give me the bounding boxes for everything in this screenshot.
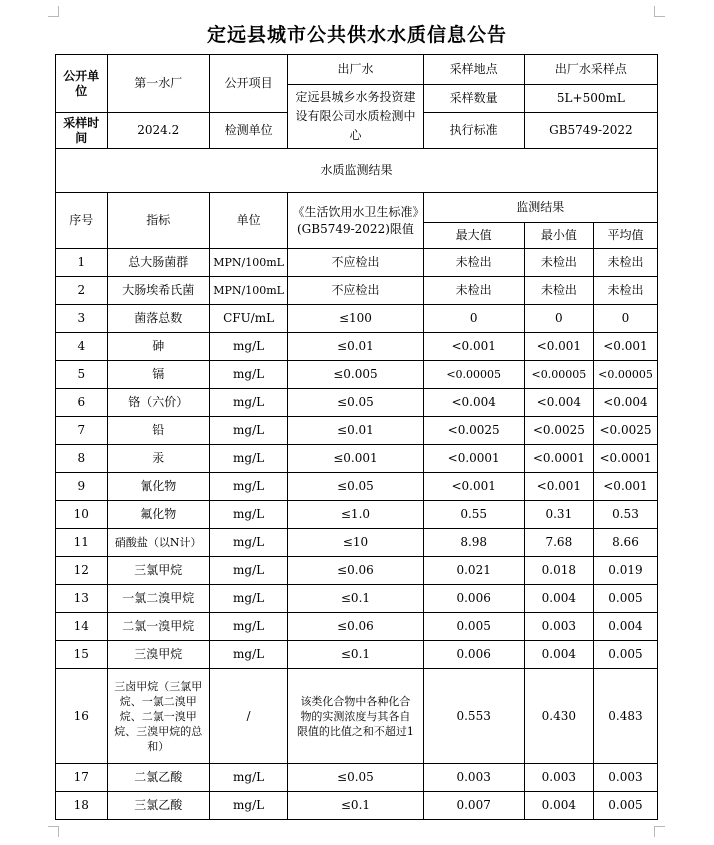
row-limit: ≤0.1 — [288, 792, 423, 820]
row-unit: mg/L — [209, 764, 287, 792]
section-title: 水质监测结果 — [56, 149, 658, 193]
row-no: 15 — [56, 641, 108, 669]
col-no-header: 序号 — [56, 193, 108, 249]
row-max: <0.004 — [423, 389, 524, 417]
table-row — [56, 277, 658, 305]
col-indicator-header: 指标 — [107, 193, 209, 249]
row-unit: / — [209, 669, 287, 764]
row-no: 6 — [56, 389, 108, 417]
row-no: 14 — [56, 613, 108, 641]
row-indicator: 硝酸盐（以N计） — [107, 529, 209, 557]
row-indicator: 一氯二溴甲烷 — [107, 585, 209, 613]
row-no: 9 — [56, 473, 108, 501]
page-corner-mark — [48, 6, 59, 17]
row-max: <0.001 — [423, 333, 524, 361]
row-avg: 0 — [593, 305, 657, 333]
row-unit: mg/L — [209, 585, 287, 613]
page-corner-mark — [48, 826, 59, 837]
row-max: <0.0025 — [423, 417, 524, 445]
row-no: 10 — [56, 501, 108, 529]
row-unit: mg/L — [209, 529, 287, 557]
row-limit: ≤100 — [288, 305, 423, 333]
row-indicator: 菌落总数 — [107, 305, 209, 333]
row-avg: 未检出 — [593, 249, 657, 277]
row-max: 8.98 — [423, 529, 524, 557]
table-row — [56, 792, 658, 820]
disclose-item-value: 出厂水 — [288, 55, 423, 85]
row-max: 0.006 — [423, 585, 524, 613]
row-max: 0.007 — [423, 792, 524, 820]
row-indicator: 三卤甲烷（三氯甲烷、一氯二溴甲烷、二氯一溴甲烷、三溴甲烷的总和） — [107, 669, 209, 764]
row-indicator: 三氯甲烷 — [107, 557, 209, 585]
row-avg: 8.66 — [593, 529, 657, 557]
row-limit: ≤0.005 — [288, 361, 423, 389]
row-avg: 0.005 — [593, 792, 657, 820]
table-row — [56, 417, 658, 445]
row-max: 未检出 — [423, 277, 524, 305]
row-unit: MPN/100mL — [209, 277, 287, 305]
table-row — [56, 585, 658, 613]
table-row — [56, 445, 658, 473]
row-min: <0.004 — [524, 389, 593, 417]
row-min: <0.0025 — [524, 417, 593, 445]
col-limit-header: 《生活饮用水卫生标准》(GB5749-2022)限值 — [288, 193, 423, 249]
row-no: 7 — [56, 417, 108, 445]
row-unit: mg/L — [209, 417, 287, 445]
row-unit: mg/L — [209, 389, 287, 417]
row-limit: ≤0.05 — [288, 473, 423, 501]
col-max-header: 最大值 — [423, 223, 524, 249]
sample-qty-value: 5L+500mL — [524, 85, 657, 113]
row-min: 0.003 — [524, 613, 593, 641]
row-min: 0.018 — [524, 557, 593, 585]
row-avg: 0.019 — [593, 557, 657, 585]
table-row — [56, 613, 658, 641]
row-unit: MPN/100mL — [209, 249, 287, 277]
water-quality-table — [55, 54, 658, 820]
row-avg: <0.001 — [593, 473, 657, 501]
row-no: 16 — [56, 669, 108, 764]
row-limit: ≤0.01 — [288, 333, 423, 361]
row-min: 0 — [524, 305, 593, 333]
row-indicator: 砷 — [107, 333, 209, 361]
row-max: 0.006 — [423, 641, 524, 669]
table-row — [56, 473, 658, 501]
row-no: 12 — [56, 557, 108, 585]
row-no: 8 — [56, 445, 108, 473]
test-unit-label: 检测单位 — [209, 113, 287, 149]
row-unit: mg/L — [209, 792, 287, 820]
table-row — [56, 305, 658, 333]
row-indicator: 三溴甲烷 — [107, 641, 209, 669]
row-limit: ≤0.05 — [288, 764, 423, 792]
table-row — [56, 669, 658, 764]
row-indicator: 二氯一溴甲烷 — [107, 613, 209, 641]
table-row — [56, 641, 658, 669]
row-min: 0.003 — [524, 764, 593, 792]
disclose-unit-label: 公开单位 — [56, 55, 108, 113]
row-unit: mg/L — [209, 445, 287, 473]
row-limit: ≤0.06 — [288, 613, 423, 641]
row-limit: ≤10 — [288, 529, 423, 557]
row-limit: ≤0.001 — [288, 445, 423, 473]
col-avg-header: 平均值 — [593, 223, 657, 249]
table-row — [56, 361, 658, 389]
page-corner-mark — [654, 826, 665, 837]
row-no: 11 — [56, 529, 108, 557]
row-no: 2 — [56, 277, 108, 305]
row-limit: ≤1.0 — [288, 501, 423, 529]
row-max: 0.005 — [423, 613, 524, 641]
table-row — [56, 529, 658, 557]
row-max: 0.553 — [423, 669, 524, 764]
sample-site-value: 出厂水采样点 — [524, 55, 657, 85]
standard-value: GB5749-2022 — [524, 113, 657, 149]
row-no: 18 — [56, 792, 108, 820]
row-no: 3 — [56, 305, 108, 333]
row-max: <0.0001 — [423, 445, 524, 473]
row-no: 1 — [56, 249, 108, 277]
sample-time-label: 采样时间 — [56, 113, 108, 149]
row-avg: <0.004 — [593, 389, 657, 417]
row-max: 0.55 — [423, 501, 524, 529]
row-max: 未检出 — [423, 249, 524, 277]
row-max: <0.001 — [423, 473, 524, 501]
row-max: 0.021 — [423, 557, 524, 585]
row-min: <0.0001 — [524, 445, 593, 473]
row-unit: mg/L — [209, 361, 287, 389]
table-row — [56, 249, 658, 277]
row-max: <0.00005 — [423, 361, 524, 389]
row-limit: ≤0.1 — [288, 585, 423, 613]
row-limit: ≤0.05 — [288, 389, 423, 417]
table-row — [56, 333, 658, 361]
row-indicator: 镉 — [107, 361, 209, 389]
col-unit-header: 单位 — [209, 193, 287, 249]
row-avg: 0.483 — [593, 669, 657, 764]
row-no: 5 — [56, 361, 108, 389]
col-results-header: 监测结果 — [423, 193, 657, 223]
row-indicator: 总大肠菌群 — [107, 249, 209, 277]
row-limit: ≤0.01 — [288, 417, 423, 445]
row-limit: 不应检出 — [288, 249, 423, 277]
row-avg: <0.0001 — [593, 445, 657, 473]
row-indicator: 三氯乙酸 — [107, 792, 209, 820]
row-indicator: 汞 — [107, 445, 209, 473]
row-unit: mg/L — [209, 473, 287, 501]
row-indicator: 铅 — [107, 417, 209, 445]
row-max: 0.003 — [423, 764, 524, 792]
row-min: 0.430 — [524, 669, 593, 764]
col-min-header: 最小值 — [524, 223, 593, 249]
row-min: 0.004 — [524, 585, 593, 613]
row-min: 0.31 — [524, 501, 593, 529]
row-min: 7.68 — [524, 529, 593, 557]
row-avg: <0.0025 — [593, 417, 657, 445]
row-no: 17 — [56, 764, 108, 792]
row-no: 4 — [56, 333, 108, 361]
row-indicator: 氟化物 — [107, 501, 209, 529]
row-limit: 不应检出 — [288, 277, 423, 305]
lab-name: 定远县城乡水务投资建设有限公司水质检测中心 — [288, 85, 423, 149]
row-min: 未检出 — [524, 277, 593, 305]
row-avg: <0.001 — [593, 333, 657, 361]
row-min: 0.004 — [524, 641, 593, 669]
row-limit: ≤0.1 — [288, 641, 423, 669]
sample-qty-label: 采样数量 — [423, 85, 524, 113]
standard-label: 执行标准 — [423, 113, 524, 149]
row-min: 0.004 — [524, 792, 593, 820]
table-row — [56, 557, 658, 585]
page-corner-mark — [654, 6, 665, 17]
row-avg: 0.005 — [593, 641, 657, 669]
row-min: 未检出 — [524, 249, 593, 277]
row-avg: 0.004 — [593, 613, 657, 641]
row-min: <0.001 — [524, 473, 593, 501]
row-avg: 未检出 — [593, 277, 657, 305]
table-row — [56, 389, 658, 417]
row-unit: CFU/mL — [209, 305, 287, 333]
row-avg: 0.005 — [593, 585, 657, 613]
table-row — [56, 501, 658, 529]
row-limit: ≤0.06 — [288, 557, 423, 585]
row-unit: mg/L — [209, 613, 287, 641]
row-indicator: 氰化物 — [107, 473, 209, 501]
page-title: 定远县城市公共供水水质信息公告 — [206, 24, 507, 46]
disclose-unit-value: 第一水厂 — [107, 55, 209, 113]
row-limit: 该类化合物中各种化合物的实测浓度与其各自限值的比值之和不超过1 — [288, 669, 423, 764]
row-unit: mg/L — [209, 557, 287, 585]
sample-site-label: 采样地点 — [423, 55, 524, 85]
row-avg: <0.00005 — [593, 361, 657, 389]
row-min: <0.00005 — [524, 361, 593, 389]
row-min: <0.001 — [524, 333, 593, 361]
row-avg: 0.003 — [593, 764, 657, 792]
row-unit: mg/L — [209, 333, 287, 361]
row-unit: mg/L — [209, 641, 287, 669]
row-unit: mg/L — [209, 501, 287, 529]
row-max: 0 — [423, 305, 524, 333]
sample-time-value: 2024.2 — [107, 113, 209, 149]
row-indicator: 二氯乙酸 — [107, 764, 209, 792]
table-row — [56, 764, 658, 792]
row-indicator: 大肠埃希氏菌 — [107, 277, 209, 305]
disclose-item-label: 公开项目 — [209, 55, 287, 113]
row-avg: 0.53 — [593, 501, 657, 529]
row-no: 13 — [56, 585, 108, 613]
row-indicator: 铬（六价） — [107, 389, 209, 417]
